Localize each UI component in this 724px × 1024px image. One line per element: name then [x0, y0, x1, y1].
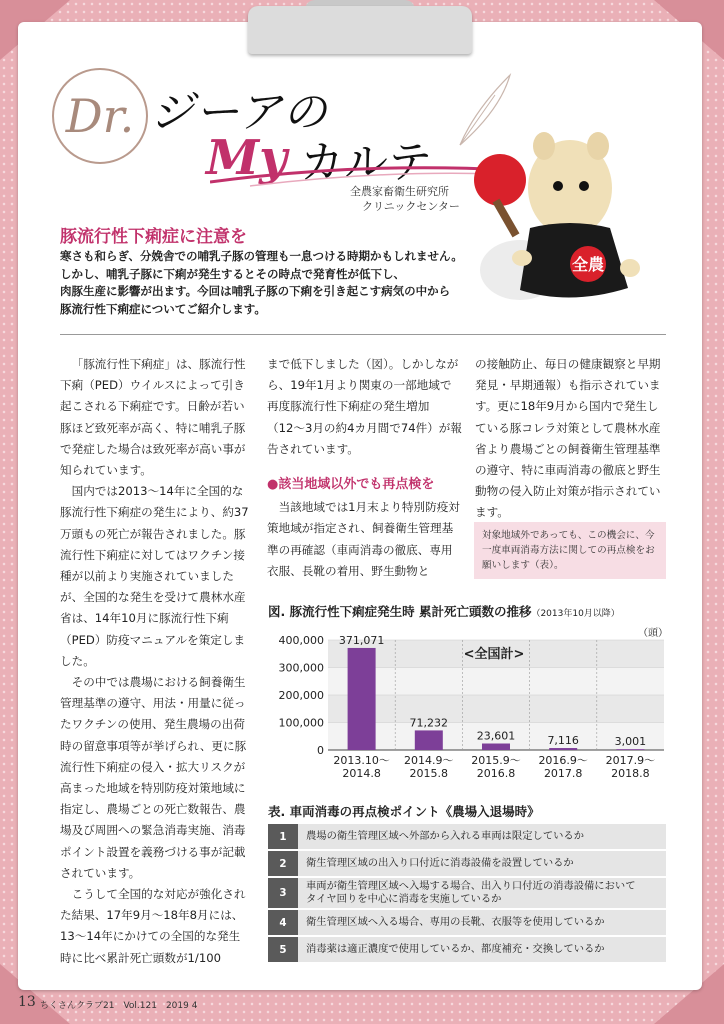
bar-value-label: 23,601: [476, 729, 516, 743]
divider: [60, 334, 666, 335]
bar-value-label: 71,232: [409, 716, 449, 730]
bar-value-label: 371,071: [338, 633, 385, 647]
page-title: ジーアの: [150, 87, 328, 138]
bar: [549, 748, 577, 750]
org-line: クリニックセンター: [362, 200, 460, 213]
x-tick-label: 2017.9〜: [605, 754, 656, 767]
lead-line: 肉豚生産に影響が出ます。今回は哺乳子豚の下痢を引き起こす病気の中から: [60, 284, 451, 298]
note-box: 対象地域外であっても、この機会に、今一度車両消毒方法に関しての再点検をお願いします（表）。: [474, 522, 666, 579]
bar-value-label: 3,001: [614, 735, 647, 749]
page-number: 13: [18, 994, 36, 1010]
table-row: [268, 909, 666, 936]
figure-title-note: （2013年10月以降）: [531, 609, 620, 619]
lead-line: 寒さも和らぎ、分娩舎での哺乳子豚の管理も一息つける時期かもしれません。: [60, 249, 463, 263]
page-title-karte: カルテ: [300, 137, 432, 188]
row-number: 1: [268, 824, 298, 850]
bar-value-label: 7,116: [547, 734, 579, 748]
body-column-1: [60, 354, 250, 969]
figure-title: [268, 602, 620, 620]
x-tick-label: 2015.8: [409, 767, 449, 780]
bar: [415, 730, 443, 750]
row-text-line: 衛生管理区域へ入る場合、専用の長靴、衣服等を使用しているか: [306, 916, 605, 928]
checkpoint-table: [268, 824, 666, 964]
chart-annotation: <全国計>: [463, 647, 525, 662]
y-tick-label: 400,000: [278, 634, 324, 647]
y-tick-label: 0: [317, 744, 324, 757]
logo-circle: [52, 68, 148, 164]
y-tick-label: 100,000: [278, 716, 324, 730]
row-number: 3: [268, 877, 298, 909]
paragraph: の接触防止、毎日の健康観察と早期発見・早期通報）も指示されています。更に18年9月から国内で発生している豚コレラ対策として農林水産省より農場ごとの飼養衛生管理基準の遵守、特に車両消毒の徹底と野生動物の侵入防止対策が指示されています。: [475, 357, 661, 520]
x-tick-label: 2013.10〜: [333, 754, 390, 767]
table-row: [268, 824, 666, 850]
x-tick-label: 2014.9〜: [404, 754, 454, 767]
row-text-line: 衛生管理区域の出入り口付近に消毒設備を設置しているか: [306, 857, 574, 869]
row-number: 4: [268, 909, 298, 936]
figure-unit: （頭）: [638, 628, 668, 639]
paragraph: 「豚流行性下痢症」は、豚流行性下痢（PED）ウイルスによって引き起こされる下痢症です。日齢が若い豚ほど致死率が高く、特に哺乳子豚で発症した場合は致死率が高い事が知られています。: [60, 357, 246, 478]
org-line: 全農家畜衛生研究所: [350, 185, 449, 198]
table-row: [268, 936, 666, 963]
bar: [348, 648, 376, 750]
x-tick-label: 2016.8: [476, 767, 516, 780]
table-row: [268, 877, 666, 909]
body-column-3: [475, 354, 665, 524]
row-text-line: 消毒薬は適正濃度で使用しているか、都度補充・交換しているか: [306, 943, 605, 955]
organization-name: [350, 184, 460, 214]
x-tick-label: 2016.9〜: [538, 754, 588, 767]
y-tick-label: 200,000: [278, 689, 324, 702]
page-title-my: My: [206, 130, 288, 186]
row-text: [298, 936, 666, 963]
lead-title: 豚流行性下痢症に注意を: [60, 227, 247, 247]
bar: [482, 744, 510, 750]
x-tick-label: 2014.8: [342, 767, 381, 780]
row-text-line: タイヤ回りを中心に消毒を実施しているか: [306, 893, 502, 905]
lead-line: しかし、哺乳子豚に下痢が発生するとその時点で発育性が低下し、: [60, 266, 405, 281]
mascot-badge-text: 全農: [571, 255, 605, 274]
row-text: [298, 909, 666, 936]
row-number: 2: [268, 850, 298, 877]
row-text: [298, 824, 666, 850]
section-heading: ●該当地域以外でも再点検を: [267, 477, 435, 493]
table-row: [268, 850, 666, 877]
grid-band: [328, 668, 664, 696]
paragraph: こうして全国的な対応が強化された結果、17年9月〜18年8月には、13〜14年にかけての全国的な発生時に比べ累計死亡頭数が1/100: [60, 887, 246, 965]
paragraph: 当該地域では1月末より特別防疫対策地域が指定され、飼養衛生管理基準の再確認（車両消毒の徹底、専用衣服、長靴の着用、野生動物と: [267, 500, 460, 578]
logo-text: Dr.: [65, 89, 135, 143]
row-text-line: 農場の衛生管理区域へ外部から入れる車両は限定しているか: [306, 830, 585, 842]
x-tick-label: 2015.9〜: [471, 754, 521, 767]
figure-title-text: 図. 豚流行性下痢症発生時 累計死亡頭数の推移: [268, 604, 532, 619]
row-text: [298, 850, 666, 877]
lead-text: [60, 248, 500, 318]
grid-band: [328, 695, 664, 723]
lead-line: 豚流行性下痢症についてご紹介します。: [60, 301, 266, 316]
bar-chart: [268, 626, 668, 786]
row-text: [298, 877, 666, 909]
bar: [616, 749, 644, 750]
magazine-info: ちくさんクラブ21 Vol.121 2019 4: [40, 1001, 198, 1011]
y-tick-label: 300,000: [278, 661, 324, 675]
row-number: 5: [268, 936, 298, 963]
paragraph: 国内では2013〜14年に全国的な豚流行性下痢症の発生により、約37万頭もの死亡が報告されました。豚流行性下痢症に対してはワクチン接種が以前より実施されていましたが、全国的な発生を受けて農林水産省は、14年10月に豚流行性下痢（PED）防疫マニュアルを策定しました。: [60, 484, 249, 668]
body-column-2: [267, 354, 463, 582]
paragraph: その中では農場における飼養衛生管理基準の遵守、用法・用量に従ったワクチンの使用、発生農場の出荷時の留意事項等が挙げられ、更に豚流行性下痢症の侵入・拡大リスクが高まった地域を特別防疫対策地域に指定し、農場ごとの死亡数報告、農場及び周囲への緊急消毒実施、消毒ポイント設置を義務づける事が記載されています。: [60, 675, 247, 880]
row-text-line: 車両が衛生管理区域へ入場する場合、出入り口付近の消毒設備において: [306, 880, 636, 892]
clipboard-clip: [248, 6, 472, 54]
table-title: 表. 車両消毒の再点検ポイント《農場入退場時》: [268, 804, 540, 819]
x-tick-label: 2018.8: [611, 767, 650, 780]
x-tick-label: 2017.8: [543, 767, 583, 780]
paragraph: まで低下しました（図）。しかしながら、19年1月より関東の一部地域で再度豚流行性下痢症の発生増加（12〜3月の約4カ月間で74件）が報告されています。: [267, 357, 462, 456]
